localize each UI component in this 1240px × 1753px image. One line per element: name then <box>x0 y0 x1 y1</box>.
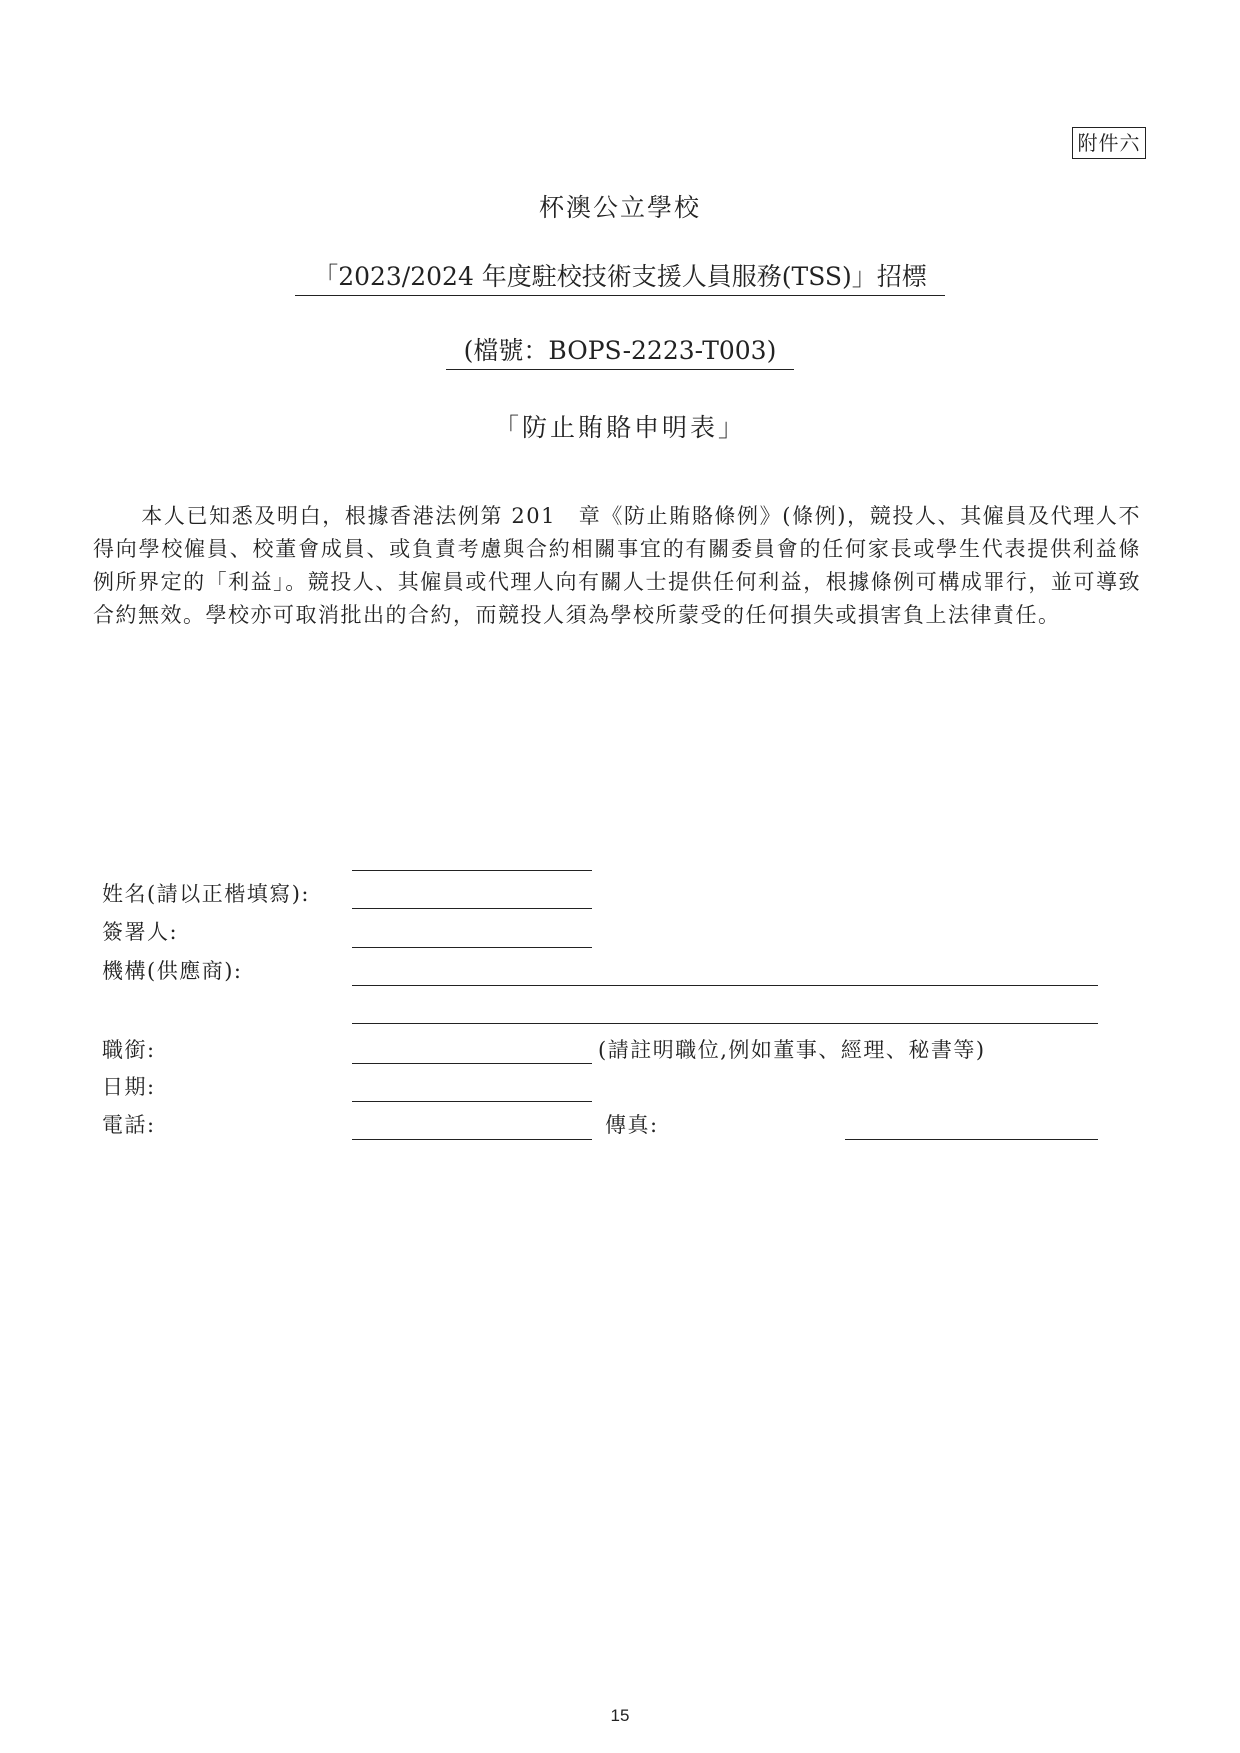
declaration-paragraph: 本人已知悉及明白，根據香港法例第 201 章《防止賄賂條例》(條例)，競投人、其僱員及代理人不得向學校僱員、校董會成員、或負責考慮與合約相關事宜的有關委員會的任何家長或學生代表提供利益條例所界定的「利益」。競投人、其僱員或代理人向有關人士提供任何利益，根據條例可構成罪行，並可導致合約無效。學校亦可取消批出的合約，而競投人須為學校所蒙受的任何損失或損害負上法律責任。 <box>93 504 1141 627</box>
fax-field[interactable] <box>845 1139 1098 1140</box>
date-label: 日期: <box>102 1075 156 1099</box>
form-title: 「防止賄賂申明表」 <box>493 413 746 442</box>
organisation-field-line-2[interactable] <box>352 1023 1098 1024</box>
position-note: (請註明職位,例如董事、經理、秘書等) <box>598 1038 986 1062</box>
organisation-field-line-1[interactable] <box>352 985 1098 986</box>
file-number: (檔號：BOPS-2223-T003) <box>446 331 795 370</box>
tender-title-row <box>0 257 1240 296</box>
fax-label: 傳真: <box>605 1113 659 1137</box>
phone-label: 電話: <box>102 1113 156 1137</box>
organisation-label: 機構(供應商): <box>102 959 243 983</box>
school-name: 杯澳公立學校 <box>538 193 701 222</box>
annex-label: 附件六 <box>1072 127 1146 159</box>
page-number: 15 <box>610 1706 630 1725</box>
position-label: 職銜: <box>102 1038 156 1062</box>
signatory-label: 簽署人: <box>102 920 179 944</box>
name-line-top[interactable] <box>352 870 592 871</box>
position-field[interactable] <box>352 1063 592 1064</box>
signatory-field[interactable] <box>352 947 592 948</box>
phone-field[interactable] <box>352 1139 592 1140</box>
date-field[interactable] <box>352 1101 592 1102</box>
tender-title: 「2023/2024 年度駐校技術支援人員服務(TSS)」招標 <box>295 257 945 296</box>
name-label: 姓名(請以正楷填寫): <box>102 882 310 906</box>
file-number-row <box>0 331 1240 370</box>
name-field[interactable] <box>352 908 592 909</box>
